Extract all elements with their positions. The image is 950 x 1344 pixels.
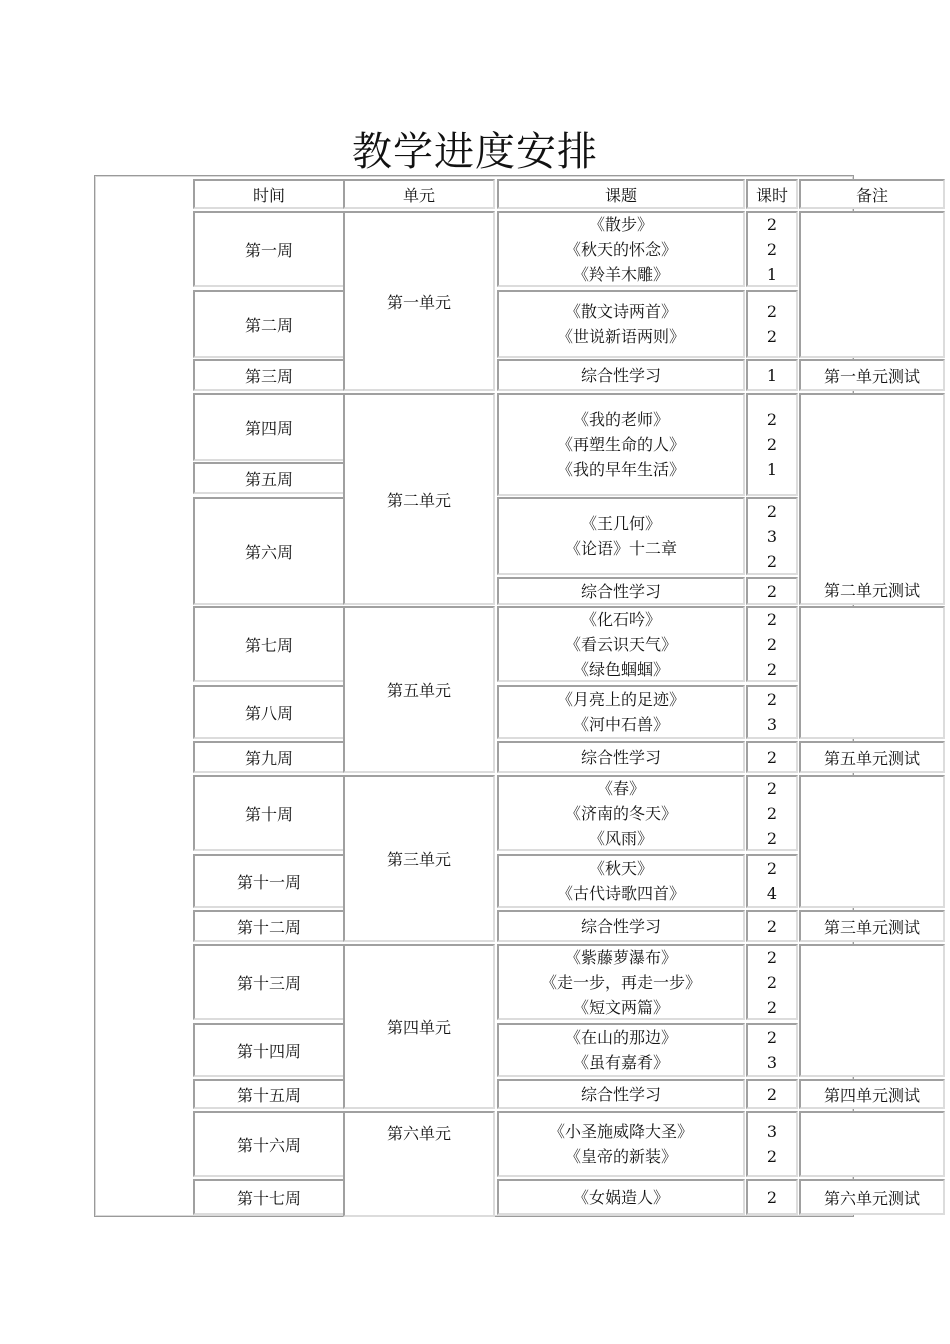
hours: 2	[766, 947, 778, 967]
hours: 2	[766, 1147, 778, 1166]
topic-cell	[497, 775, 745, 851]
note-cell	[799, 393, 945, 605]
hours-cell	[746, 854, 798, 908]
topic-list	[581, 745, 661, 770]
topic: 《散步》	[588, 214, 653, 234]
hours-cell	[746, 1079, 798, 1109]
topic: 《绿色蝈蝈》	[572, 659, 669, 679]
hours: 2	[766, 501, 778, 521]
topic-list	[565, 776, 677, 851]
hours-cell	[746, 1111, 798, 1177]
hours: 2	[766, 435, 778, 454]
note-blank-cell	[799, 606, 945, 739]
note-label: 第四单元测试	[823, 1085, 920, 1105]
topic: 综合性学习	[580, 1084, 661, 1104]
topic-list	[557, 856, 685, 906]
schedule-table	[94, 175, 920, 1217]
header-hours-label: 课时	[755, 185, 788, 205]
hours-list	[767, 745, 777, 770]
topic: 《羚羊木雕》	[572, 264, 669, 284]
unit-cell	[343, 606, 495, 773]
topic-list	[565, 1025, 677, 1075]
topic: 《化石吟》	[580, 609, 661, 629]
week-cell	[193, 685, 345, 739]
topic-cell	[497, 211, 745, 287]
hours-list	[767, 607, 777, 682]
hours-list	[767, 407, 777, 482]
hours: 2	[766, 859, 778, 878]
topic: 《风雨》	[588, 828, 653, 848]
week-label: 第八周	[244, 703, 293, 723]
hours: 4	[766, 884, 778, 903]
topic-list	[549, 1119, 693, 1169]
hours: 2	[766, 581, 778, 601]
note-cell	[799, 741, 945, 773]
hours: 3	[766, 715, 778, 734]
topic-list	[581, 914, 661, 939]
hours-list	[767, 687, 777, 737]
hours-cell	[746, 211, 798, 287]
topic: 《春》	[596, 778, 645, 798]
header-topic	[497, 179, 745, 209]
hours: 2	[766, 327, 778, 346]
topic: 综合性学习	[580, 747, 661, 767]
hours: 2	[766, 609, 778, 629]
note-label: 第二单元测试	[823, 581, 920, 600]
hours-cell	[746, 497, 798, 575]
week-cell	[193, 359, 345, 391]
hours-cell	[746, 944, 798, 1020]
topic-cell	[497, 1111, 745, 1177]
unit-label: 第三单元	[386, 850, 451, 869]
topic-list	[581, 1082, 661, 1107]
hours-list	[767, 914, 777, 939]
topic-cell	[497, 1179, 745, 1215]
header-time	[193, 179, 345, 209]
topic: 《月亮上的足迹》	[556, 690, 685, 709]
week-cell	[193, 1079, 345, 1109]
hours-list	[767, 299, 777, 349]
hours: 2	[766, 410, 778, 429]
header-unit	[343, 179, 495, 209]
hours-list	[767, 776, 777, 851]
hours: 3	[766, 526, 778, 546]
week-cell	[193, 1111, 345, 1177]
note-label: 第三单元测试	[823, 917, 920, 937]
unit-cell	[343, 944, 495, 1109]
hours: 3	[766, 1053, 778, 1072]
topic: 《皇帝的新装》	[564, 1147, 677, 1166]
topic: 《紫藤萝瀑布》	[564, 947, 677, 967]
note-cell	[799, 910, 945, 942]
unit-cell	[343, 211, 495, 391]
header-time-label: 时间	[252, 185, 285, 205]
topic: 《古代诗歌四首》	[556, 884, 685, 903]
hours: 3	[766, 1122, 778, 1141]
week-label: 第五周	[244, 469, 293, 489]
week-cell	[193, 944, 345, 1020]
topic-list	[573, 1185, 669, 1210]
unit-label: 第二单元	[386, 490, 451, 510]
hours-list	[767, 856, 777, 906]
note-label: 第一单元测试	[823, 366, 920, 386]
header-unit-label: 单元	[402, 185, 435, 205]
header-hours	[746, 179, 798, 209]
topic-list	[541, 945, 701, 1020]
topic: 《短文两篇》	[572, 997, 669, 1017]
note-blank-cell	[799, 211, 945, 358]
topic: 《女娲造人》	[572, 1187, 669, 1207]
topic-list	[557, 687, 685, 737]
header-topic-label: 课题	[604, 185, 637, 205]
hours-cell	[746, 577, 798, 605]
note-cell	[799, 1079, 945, 1109]
hours: 2	[766, 997, 778, 1017]
week-cell	[193, 741, 345, 773]
week-label: 第十五周	[236, 1085, 301, 1105]
week-cell	[193, 1179, 345, 1215]
topic-list	[565, 511, 677, 561]
topic: 《世说新语两则》	[556, 327, 685, 346]
week-cell	[193, 497, 345, 605]
note-label: 第五单元测试	[823, 748, 920, 768]
week-label: 第三周	[244, 366, 293, 386]
week-cell	[193, 854, 345, 908]
unit-label: 第五单元	[386, 681, 451, 700]
topic: 综合性学习	[580, 365, 661, 385]
hours-list	[767, 499, 777, 574]
hours-list	[767, 212, 777, 287]
topic: 综合性学习	[580, 581, 661, 601]
week-label: 第十三周	[236, 973, 301, 993]
hours: 2	[766, 659, 778, 679]
week-cell	[193, 393, 345, 461]
topic-list	[557, 299, 685, 349]
week-label: 第十二周	[236, 917, 301, 937]
topic: 《秋天》	[588, 859, 653, 878]
hours: 2	[766, 551, 778, 571]
topic-list	[557, 407, 685, 482]
note-cell	[799, 359, 945, 391]
hours: 2	[766, 747, 778, 767]
hours-cell	[746, 359, 798, 391]
hours: 2	[766, 690, 778, 709]
topic-list	[581, 579, 661, 604]
topic: 综合性学习	[580, 916, 661, 936]
hours-list	[767, 945, 777, 1020]
topic-cell	[497, 359, 745, 391]
hours: 2	[766, 828, 778, 848]
page-title: 教学进度安排	[352, 129, 598, 175]
hours-list	[767, 363, 777, 388]
week-label: 第十六周	[236, 1135, 301, 1155]
hours: 2	[766, 1084, 778, 1104]
hours-cell	[746, 685, 798, 739]
hours-cell	[746, 741, 798, 773]
hours: 2	[766, 916, 778, 936]
hours: 2	[766, 302, 778, 321]
hours-list	[767, 579, 777, 604]
hours-list	[767, 1119, 777, 1169]
hours: 2	[766, 972, 778, 992]
week-label: 第六周	[244, 542, 293, 562]
topic: 《王几何》	[580, 514, 661, 533]
hours: 2	[766, 803, 778, 823]
topic-cell	[497, 1079, 745, 1109]
hours-list	[767, 1025, 777, 1075]
unit-label: 第六单元	[386, 1124, 451, 1143]
topic: 《论语》十二章	[564, 539, 677, 558]
topic: 《在山的那边》	[564, 1028, 677, 1047]
unit-label: 第一单元	[386, 292, 451, 312]
unit-cell	[343, 775, 495, 942]
week-cell	[193, 606, 345, 682]
topic: 《我的老师》	[572, 410, 669, 429]
topic-cell	[497, 854, 745, 908]
week-cell	[193, 1023, 345, 1077]
week-label: 第七周	[244, 635, 293, 655]
hours: 2	[766, 1028, 778, 1047]
topic-cell	[497, 944, 745, 1020]
hours: 1	[766, 460, 778, 479]
topic: 《看云识天气》	[564, 634, 677, 654]
week-cell	[193, 290, 345, 358]
topic-cell	[497, 497, 745, 575]
week-cell	[193, 462, 345, 494]
header-note	[799, 179, 945, 209]
week-cell	[193, 910, 345, 942]
week-cell	[193, 775, 345, 851]
unit-cell	[343, 393, 495, 605]
topic: 《济南的冬天》	[564, 803, 677, 823]
hours: 2	[766, 1187, 778, 1207]
topic: 《走一步，再走一步》	[540, 972, 701, 992]
week-label: 第一周	[244, 240, 293, 260]
topic: 《河中石兽》	[572, 715, 669, 734]
hours-cell	[746, 775, 798, 851]
topic-cell	[497, 910, 745, 942]
topic: 《小圣施威降大圣》	[548, 1122, 693, 1141]
topic-list	[565, 212, 677, 287]
hours-cell	[746, 606, 798, 682]
topic-cell	[497, 290, 745, 358]
topic-list	[565, 607, 677, 682]
hours-cell	[746, 1179, 798, 1215]
week-label: 第二周	[244, 315, 293, 335]
hours-cell	[746, 290, 798, 358]
unit-cell	[343, 1111, 495, 1217]
hours: 2	[766, 634, 778, 654]
hours: 1	[766, 264, 778, 284]
week-cell	[193, 211, 345, 287]
hours: 1	[766, 365, 778, 385]
hours: 2	[766, 239, 778, 259]
topic: 《秋天的怀念》	[564, 239, 677, 259]
week-label: 第十一周	[236, 872, 301, 892]
topic-cell	[497, 1023, 745, 1077]
topic-cell	[497, 741, 745, 773]
topic: 《我的早年生活》	[556, 460, 685, 479]
topic-cell	[497, 606, 745, 682]
week-label: 第四周	[244, 418, 293, 438]
hours-list	[767, 1185, 777, 1210]
topic-list	[581, 363, 661, 388]
topic-cell	[497, 393, 745, 496]
topic: 《散文诗两首》	[564, 302, 677, 321]
topic: 《虽有嘉肴》	[572, 1053, 669, 1072]
note-cell	[799, 1179, 945, 1215]
hours: 2	[766, 778, 778, 798]
topic-cell	[497, 577, 745, 605]
header-note-label: 备注	[855, 185, 888, 205]
note-blank-cell	[799, 775, 945, 908]
week-label: 第十四周	[236, 1041, 301, 1061]
hours: 2	[766, 214, 778, 234]
hours-list	[767, 1082, 777, 1107]
note-label: 第六单元测试	[823, 1188, 920, 1208]
week-label: 第十周	[244, 804, 293, 824]
note-blank-cell	[799, 1111, 945, 1177]
week-label: 第十七周	[236, 1188, 301, 1208]
hours-cell	[746, 1023, 798, 1077]
week-label: 第九周	[244, 748, 293, 768]
topic: 《再塑生命的人》	[556, 435, 685, 454]
topic-cell	[497, 685, 745, 739]
hours-cell	[746, 910, 798, 942]
unit-label: 第四单元	[386, 1018, 451, 1037]
hours-cell	[746, 393, 798, 496]
note-blank-cell	[799, 944, 945, 1077]
